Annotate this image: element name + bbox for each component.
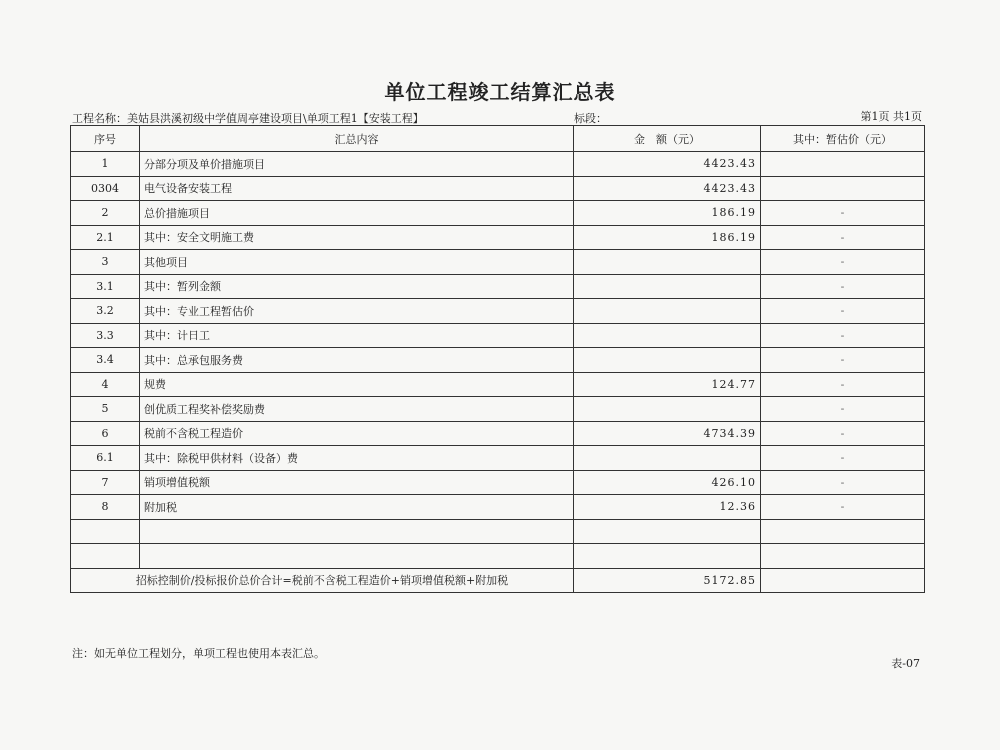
row-name: 其中：计日工 xyxy=(140,323,574,348)
row-amount xyxy=(574,323,761,348)
row-no: 5 xyxy=(71,397,140,422)
total-row xyxy=(71,568,925,593)
row-estimate: - xyxy=(761,372,925,397)
table-row xyxy=(71,495,925,520)
table-row xyxy=(71,470,925,495)
row-amount xyxy=(574,544,761,569)
row-name: 总价措施项目 xyxy=(140,201,574,226)
row-no: 0304 xyxy=(71,176,140,201)
row-no: 2.1 xyxy=(71,225,140,250)
row-amount xyxy=(574,348,761,373)
row-estimate: - xyxy=(761,299,925,324)
table-row xyxy=(71,201,925,226)
row-name: 分部分项及单价措施项目 xyxy=(140,152,574,177)
header-no: 序号 xyxy=(71,126,140,152)
row-name: 销项增值税额 xyxy=(140,470,574,495)
table-row xyxy=(71,348,925,373)
table-row xyxy=(71,250,925,275)
row-name: 其中：专业工程暂估价 xyxy=(140,299,574,324)
row-amount xyxy=(574,299,761,324)
row-no: 3.1 xyxy=(71,274,140,299)
row-amount: 124.77 xyxy=(574,372,761,397)
row-estimate xyxy=(761,176,925,201)
row-estimate: - xyxy=(761,201,925,226)
table-row xyxy=(71,323,925,348)
page-info: 第1页 共1页 xyxy=(860,110,922,123)
row-no: 8 xyxy=(71,495,140,520)
row-name xyxy=(140,544,574,569)
row-no: 7 xyxy=(71,470,140,495)
row-estimate: - xyxy=(761,274,925,299)
row-no: 6 xyxy=(71,421,140,446)
table-row xyxy=(71,176,925,201)
row-estimate: - xyxy=(761,225,925,250)
row-amount: 4423.43 xyxy=(574,176,761,201)
header-estimate: 其中：暂估价（元） xyxy=(761,126,925,152)
row-name: 其他项目 xyxy=(140,250,574,275)
row-no: 3.3 xyxy=(71,323,140,348)
row-name: 创优质工程奖补偿奖励费 xyxy=(140,397,574,422)
row-estimate xyxy=(761,152,925,177)
form-number: 表-07 xyxy=(891,657,920,670)
row-estimate xyxy=(761,519,925,544)
row-amount: 186.19 xyxy=(574,225,761,250)
row-name: 其中：安全文明施工费 xyxy=(140,225,574,250)
row-name: 税前不含税工程造价 xyxy=(140,421,574,446)
header-amount: 金 额（元） xyxy=(574,126,761,152)
row-estimate: - xyxy=(761,323,925,348)
row-no: 3 xyxy=(71,250,140,275)
row-name: 附加税 xyxy=(140,495,574,520)
table-row xyxy=(71,421,925,446)
row-name: 其中：暂列金额 xyxy=(140,274,574,299)
header-name: 汇总内容 xyxy=(140,126,574,152)
page-title: 单位工程竣工结算汇总表 xyxy=(384,80,616,104)
row-amount xyxy=(574,274,761,299)
row-amount xyxy=(574,519,761,544)
row-estimate xyxy=(761,544,925,569)
table-row xyxy=(71,225,925,250)
row-estimate: - xyxy=(761,397,925,422)
row-amount xyxy=(574,446,761,471)
row-name xyxy=(140,519,574,544)
row-no xyxy=(71,519,140,544)
row-estimate: - xyxy=(761,470,925,495)
table-row xyxy=(71,446,925,471)
table-row xyxy=(71,519,925,544)
row-no: 6.1 xyxy=(71,446,140,471)
total-amount: 5172.85 xyxy=(574,568,761,593)
row-amount xyxy=(574,250,761,275)
row-name: 规费 xyxy=(140,372,574,397)
table-header-row xyxy=(71,126,925,152)
table-row xyxy=(71,544,925,569)
row-no: 2 xyxy=(71,201,140,226)
row-name: 其中：总承包服务费 xyxy=(140,348,574,373)
row-no: 3.4 xyxy=(71,348,140,373)
section-label: 标段： xyxy=(574,112,607,125)
table-row xyxy=(71,152,925,177)
row-name: 电气设备安装工程 xyxy=(140,176,574,201)
table-row xyxy=(71,372,925,397)
row-no: 1 xyxy=(71,152,140,177)
row-amount: 12.36 xyxy=(574,495,761,520)
row-no: 3.2 xyxy=(71,299,140,324)
table-row xyxy=(71,299,925,324)
summary-table xyxy=(70,125,925,593)
row-estimate: - xyxy=(761,348,925,373)
table-row xyxy=(71,274,925,299)
table-body xyxy=(71,152,925,569)
row-amount xyxy=(574,397,761,422)
row-amount: 426.10 xyxy=(574,470,761,495)
footnote: 注：如无单位工程划分，单项工程也使用本表汇总。 xyxy=(72,647,325,660)
row-amount: 4423.43 xyxy=(574,152,761,177)
row-amount: 186.19 xyxy=(574,201,761,226)
row-name: 其中：除税甲供材料（设备）费 xyxy=(140,446,574,471)
row-no xyxy=(71,544,140,569)
row-amount: 4734.39 xyxy=(574,421,761,446)
row-estimate: - xyxy=(761,421,925,446)
total-estimate xyxy=(761,568,925,593)
project-name: 工程名称：美姑县洪溪初级中学值周亭建设项目\单项工程1【安装工程】 xyxy=(72,112,424,125)
row-estimate: - xyxy=(761,495,925,520)
total-label: 招标控制价/投标报价总价合计=税前不含税工程造价+销项增值税额+附加税 xyxy=(71,568,574,593)
row-estimate: - xyxy=(761,446,925,471)
row-estimate: - xyxy=(761,250,925,275)
row-no: 4 xyxy=(71,372,140,397)
table-row xyxy=(71,397,925,422)
